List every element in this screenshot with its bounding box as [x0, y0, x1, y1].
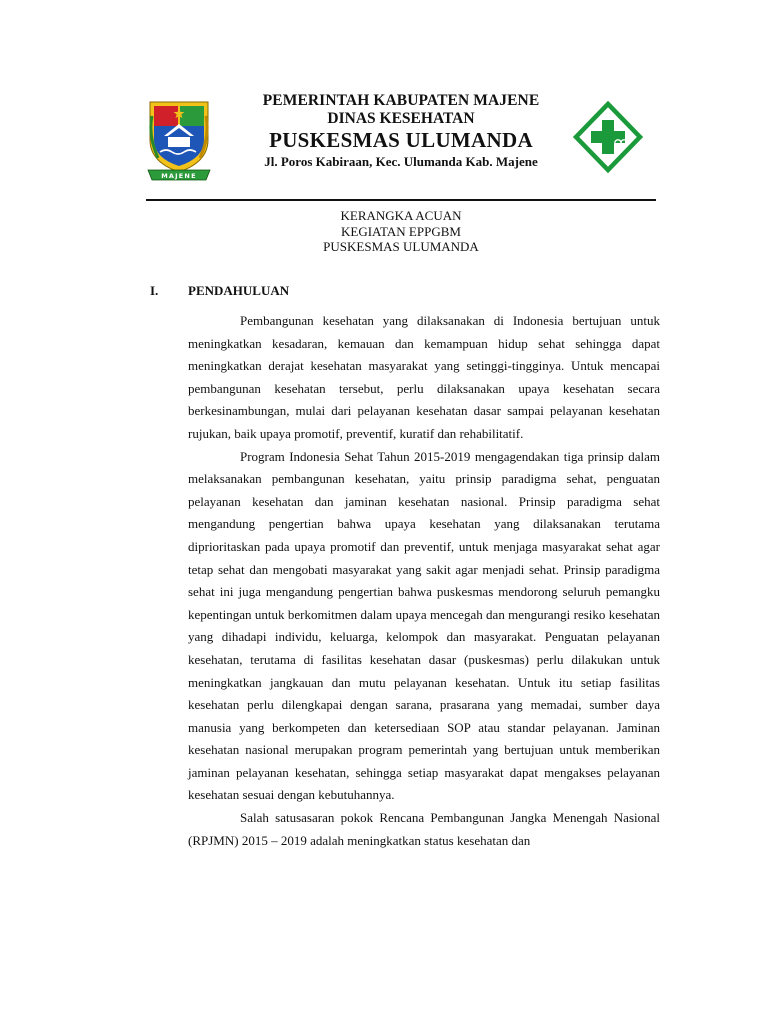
- paragraph: Program Indonesia Sehat Tahun 2015-2019 mengagendakan tiga prinsip dalam melaksanakan pembangunan kesehatan, yaitu prinsip paradigma sehat, penguatan pelayanan kesehatan dan jaminan kesehatan nasional. Prinsip paradigma sehat mengandung pengertian bahwa upaya kesehatan yang dilaksanakan terutama diprioritaskan pada upaya promotif dan preventif, untuk menjaga masyarakat sehat agar tetap sehat dan mengobati masyarakat yang sakit agar menjadi sehat. Prinsip paradigma sehat ini juga mengandung pengertian bahwa puskesmas mendorong seluruh pemangku kepentingan untuk berkomitmen dalam upaya mencegah dan mengurangi resiko kesehatan yang dihadapi individu, keluarga, kelompok dan masyarakat. Penguatan pelayanan kesehatan, terutama di fasilitas kesehatan dasar (puskesmas) perlu dilakukan untuk meningkatkan jangkauan dan mutu pelayanan kesehatan. Untuk itu setiap fasilitas kesehatan perlu dilengkapai dengan sarana, prasarana yang memadai, sumber daya manusia yang berkompeten dan ketersediaan SOP atau standar pelayanan. Jaminan kesehatan nasional merupakan program pemerintah yang bertujuan untuk memberikan jaminan pelayanan kesehatan, sehingga setiap masyarakat dapat mengakses pelayanan kesehatan sesuai dengan kebutuhannya.: [188, 448, 660, 803]
- institution-name: PUSKESMAS ULUMANDA: [269, 128, 533, 152]
- paragraph: Pembangunan kesehatan yang dilaksanakan di Indonesia bertujuan untuk meningkatkan kesadaran, kemauan dan kemampuan hidup sehat sehingga dapat meningkatkan derajat kesehatan masyarakat yang setinggi-tingginya. Untuk mencapai pembangunan kesehatan tersebut, perlu dilaksanakan upaya kesehatan secara berkesinambungan, mulai dari pelayanan kesehatan dasar sampai pelayanan kesehatan rujukan, baik upaya promotif, preventif, kuratif dan rehabilitatif.: [188, 313, 660, 441]
- title-line-3: PUSKESMAS ULUMANDA: [323, 239, 479, 254]
- title-line-2: KEGIATAN EPPGBM: [341, 223, 461, 239]
- puskesmas-green-cross-icon: [572, 100, 644, 174]
- section-number: I.: [150, 283, 159, 298]
- majene-regency-emblem-icon: [144, 96, 214, 182]
- svg-text:MAJENE: MAJENE: [161, 172, 197, 180]
- government-name: PEMERINTAH KABUPATEN MAJENE: [262, 92, 540, 109]
- letterhead: [220, 92, 582, 170]
- section-heading: PENDAHULUAN: [188, 283, 290, 298]
- section-body: [188, 310, 660, 852]
- document-title: [146, 208, 656, 255]
- institution-address: Jl. Poros Kabiraan, Kec. Ulumanda Kab. Majene: [264, 154, 538, 169]
- agency-name: DINAS KESEHATAN: [327, 110, 475, 127]
- paragraph: Salah satusasaran pokok Rencana Pembangunan Jangka Menengah Nasional (RPJMN) 2015 – 2019 adalah meningkatkan status kesehatan dan: [188, 810, 660, 848]
- title-line-1: KERANGKA ACUAN: [340, 208, 462, 223]
- letterhead-divider: [146, 199, 656, 201]
